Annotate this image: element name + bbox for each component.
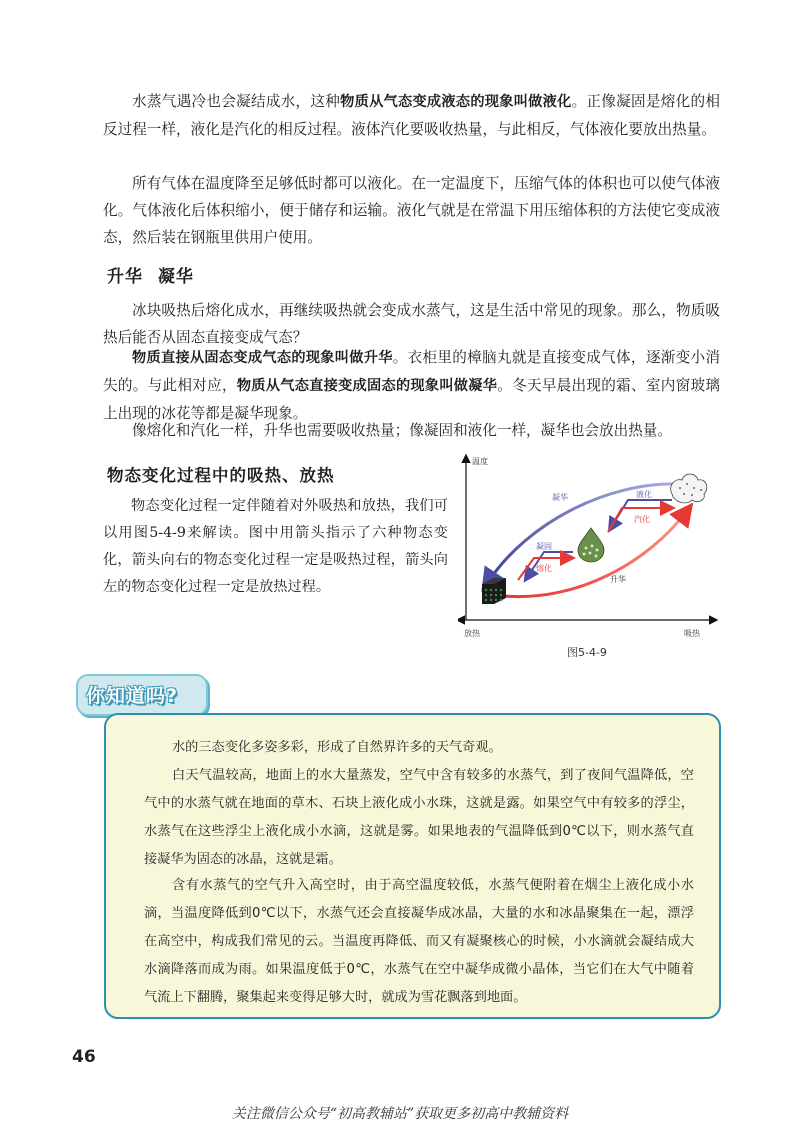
label-sublimation: 升华 <box>610 575 626 584</box>
y-axis-label: 温度 <box>472 457 488 466</box>
page-number: 46 <box>72 1047 96 1067</box>
sidebar-paragraph-2: 白天气温较高，地面上的水大量蒸发，空气中含有较多的水蒸气，到了夜间气温降低，空气中的水蒸气就在地面的草木、石块上液化成小水珠，这就是露。如果空气中有较多的浮尘，水蒸气在这些浮尘上液化成小水滴，这就是雾。如果地表的气温降低到0℃以下，则水蒸气直接凝华为固态的冰晶，这就是霜。 <box>144 768 694 867</box>
phase-change-figure <box>458 452 718 640</box>
definition-deposition: 物质从气态直接变成固态的现象叫做凝华 <box>236 378 498 394</box>
figure-caption: 图5-4-9 <box>567 646 607 659</box>
footer-note: 关注微信公众号“初高教辅站”获取更多初高中教辅资料 <box>231 1106 569 1122</box>
definition-sublimation: 物质直接从固态变成气态的现象叫做升华 <box>132 350 393 366</box>
sidebar-paragraph-1: 水的三态变化多姿多彩，形成了自然界许多的天气奇观。 <box>172 740 502 755</box>
gas-cloud-icon <box>671 474 707 503</box>
text: 。衣柜里的樟脑丸就是直接变成气体，逐渐变小消失的。与此相对应， <box>103 349 720 394</box>
paragraph-sublimation-definition <box>103 344 720 427</box>
definition-liquefaction: 物质从气态变成液态的现象叫做液化 <box>340 94 572 110</box>
x-axis-right-label: 吸热 <box>684 629 700 638</box>
sidebar-paragraph-3: 含有水蒸气的空气升入高空时，由于高空温度较低，水蒸气便附着在烟尘上液化成小水滴，当温度降低到0℃以下，水蒸气还会直接凝华成冰晶，大量的水和冰晶聚集在一起，漂浮在高空中，构成我们常见的云。当温度再降低、而又有凝聚核心的时候，小水滴就会凝结成大水滴降落而成为雨。如果温度低于0℃，水蒸气在空中凝华成微小晶体，当它们在大气中随着气流上下翻腾，聚集起来变得足够大时，就成为雪花飘落到地面。 <box>144 878 694 1005</box>
label-melting: 熔化 <box>536 564 552 573</box>
did-you-know-badge <box>76 674 208 716</box>
label-freezing: 凝固 <box>536 542 552 551</box>
x-axis-left-label: 放热 <box>464 629 480 638</box>
paragraph-liquefaction <box>103 88 720 143</box>
text: 。冬天早晨出现的霜、室内窗玻璃上出现的冰花等都是凝华现象。 <box>103 377 720 422</box>
paragraph-heat-summary: 像熔化和汽化一样，升华也需要吸收热量；像凝固和液化一样，凝华也会放出热量。 <box>132 422 672 439</box>
section-heading-heat-exchange: 物态变化过程中的吸热、放热 <box>107 466 335 485</box>
label-liquefaction: 液化 <box>636 490 652 499</box>
paragraph-figure-explanation: 物态变化过程一定伴随着对外吸热和放热，我们可以用图5-4-9来解读。图中用箭头指示了六种物态变化，箭头向右的物态变化过程一定是吸热过程，箭头向左的物态变化过程一定是放热过程。 <box>103 498 448 595</box>
paragraph-sublimation-question: 冰块吸热后熔化成水，再继续吸热就会变成水蒸气，这是生活中常见的现象。那么，物质吸热后能否从固态直接变成气态？ <box>103 302 720 346</box>
text: 。正像凝固是熔化的相反过程一样，液化是汽化的相反过程。液体汽化要吸收热量，与此相反，气体液化要放出热量。 <box>103 93 720 138</box>
text: 水蒸气遇冷也会凝结成水，这种 <box>132 93 341 110</box>
paragraph-gas-liquefaction: 所有气体在温度降至足够低时都可以液化。在一定温度下，压缩气体的体积也可以使气体液化。气体液化后体积缩小，便于储存和运输。液化气就是在常温下用压缩体积的方法使它变成液态，然后装在钢瓶里供用户使用。 <box>103 175 720 246</box>
badge-label: 你知道吗? <box>86 685 179 707</box>
solid-cube-icon <box>482 578 506 604</box>
label-vaporization: 汽化 <box>634 515 650 524</box>
section-heading-sublimation: 升华 凝华 <box>107 267 194 287</box>
label-deposition: 凝华 <box>552 493 568 502</box>
liquid-drop-icon <box>578 528 604 562</box>
